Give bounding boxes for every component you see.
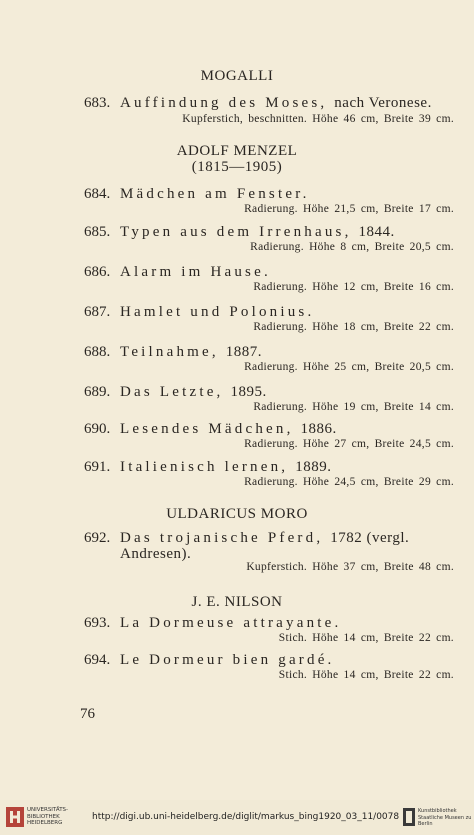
entry-title: Das trojanische Pferd, 1782 (vergl. [120,530,410,546]
entry-title: Typen aus dem Irrenhaus, 1844. [120,224,395,240]
entry-title: Alarm im Hause. [120,264,271,280]
entry-description: Radierung. Höhe 19 cm, Breite 14 cm. [253,401,454,413]
artist-heading-nilson: J. E. NILSON [191,594,283,610]
entry-title-continued: Andresen). [120,546,192,562]
artist-heading-menzel: ADOLF MENZEL [176,143,298,159]
entry-number: 688. [84,344,111,360]
digitization-footer [0,800,474,835]
entry-number: 686. [84,264,111,280]
entry-number: 685. [84,224,111,240]
entry-number: 693. [84,615,111,631]
entry-description: Radierung. Höhe 12 cm, Breite 16 cm. [253,281,454,293]
artist-heading-mogalli: MOGALLI [200,68,274,84]
university-library-label: UNIVERSITÄTS- BIBLIOTHEK HEIDELBERG [27,807,69,826]
entry-title: Le Dormeur bien gardé. [120,652,335,668]
entry-title: Auffindung des Moses, nach Veronese. [120,95,432,111]
entry-description: Radierung. Höhe 18 cm, Breite 22 cm. [253,321,454,333]
university-library-logo-icon [5,806,25,828]
entry-description: Radierung. Höhe 21,5 cm, Breite 17 cm. [244,203,454,215]
entry-description: Radierung. Höhe 25 cm, Breite 20,5 cm. [244,361,454,373]
artist-dates-menzel: (1815—1905) [191,159,283,175]
kunstbibliothek-label: Kunstbibliothek Staatliche Museen zu Berlin [418,808,472,827]
source-url-link[interactable]: http://digi.ub.uni-heidelberg.de/diglit/markus_bing1920_03_11/0078 [92,812,400,822]
entry-number: 687. [84,304,111,320]
artist-heading-moro: ULDARICUS MORO [166,506,308,522]
entry-number: 690. [84,421,111,437]
entry-number: 692. [84,530,111,546]
page-number: 76 [80,706,95,722]
entry-description: Stich. Höhe 14 cm, Breite 22 cm. [278,632,454,644]
entry-title: Mädchen am Fenster. [120,186,310,202]
kunstbibliothek-logo-icon [402,807,416,827]
entry-description: Radierung. Höhe 8 cm, Breite 20,5 cm. [250,241,454,253]
entry-description: Kupferstich, beschnitten. Höhe 46 cm, Breite 39 cm. [182,113,454,125]
entry-description: Radierung. Höhe 27 cm, Breite 24,5 cm. [244,438,454,450]
entry-number: 691. [84,459,111,475]
entry-number: 683. [84,95,111,111]
entry-title: Hamlet und Polonius. [120,304,315,320]
entry-description: Kupferstich. Höhe 37 cm, Breite 48 cm. [246,561,454,573]
entry-number: 694. [84,652,111,668]
entry-title: Italienisch lernen, 1889. [120,459,332,475]
entry-description: Radierung. Höhe 24,5 cm, Breite 29 cm. [244,476,454,488]
entry-title: Lesendes Mädchen, 1886. [120,421,337,437]
entry-number: 684. [84,186,111,202]
entry-title: La Dormeuse attrayante. [120,615,342,631]
entry-title: Das Letzte, 1895. [120,384,267,400]
entry-title: Teilnahme, 1887. [120,344,263,360]
entry-description: Stich. Höhe 14 cm, Breite 22 cm. [278,669,454,681]
entry-number: 689. [84,384,111,400]
